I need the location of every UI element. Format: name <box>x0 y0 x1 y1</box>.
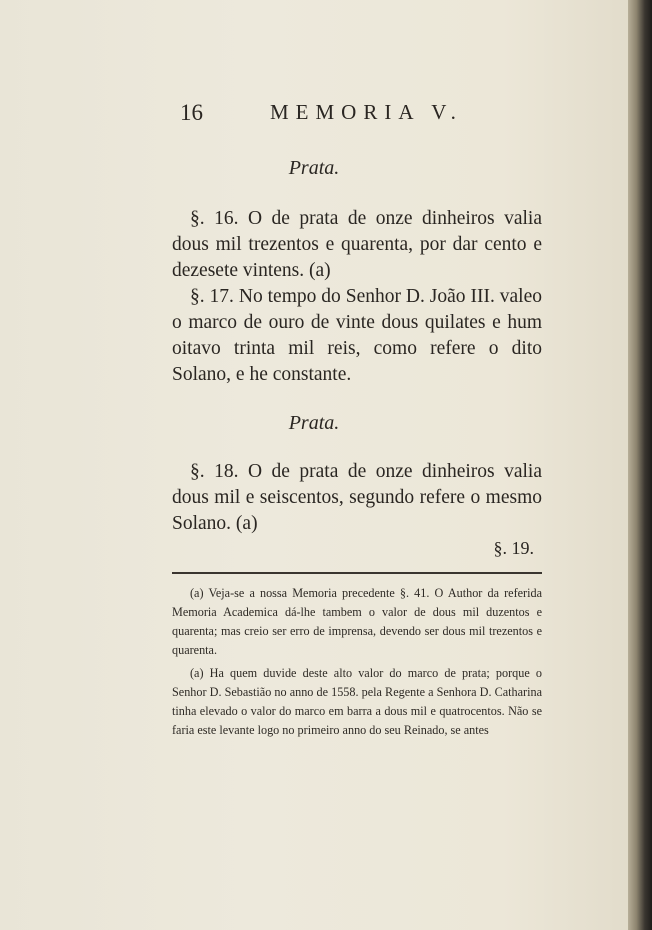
section-heading: Prata. <box>288 157 340 179</box>
paragraph-17: §. 17. No tempo do Senhor D. João III. valeo o marco de ouro de vinte dous quilates e hum oitavo trinta mil reis, como refere o dito Solano, e he constante. <box>172 286 542 385</box>
catchword: §. 19. <box>493 538 534 558</box>
footnote: (a) Veja-se a nossa Memoria precedente §. 41. O Author da referida Memoria Academica dá-lhe tambem o valor de dous mil duzentos e quarenta; mas creio ser erro de imprensa, devendo ser dous mil trezentos e quarenta. <box>172 586 542 657</box>
page-number: 16 <box>180 100 203 125</box>
page-header <box>180 100 540 130</box>
page-edge <box>628 0 652 930</box>
paragraph-18: §. 18. O de prata de onze dinheiros valia dous mil e seiscentos, segundo refere o mesmo Solano. (a) <box>172 461 542 534</box>
section-heading: Prata. <box>288 412 340 434</box>
running-title: MEMORIA V. <box>270 100 463 124</box>
paragraph-16: §. 16. O de prata de onze dinheiros valia dous mil trezentos e quarenta, por dar cento e dezesete vintens. (a) <box>172 208 542 281</box>
footnote: (a) Ha quem duvide deste alto valor do marco de prata; porque o Senhor D. Sebastião no anno de 1558. pela Regente a Senhora D. Catharina tinha elevado o valor do marco em barra a dous mil e quatrocentos. Não se faria este levante logo no primeiro anno do seu Reinado, se antes <box>172 666 542 737</box>
footnote-rule <box>172 572 542 574</box>
